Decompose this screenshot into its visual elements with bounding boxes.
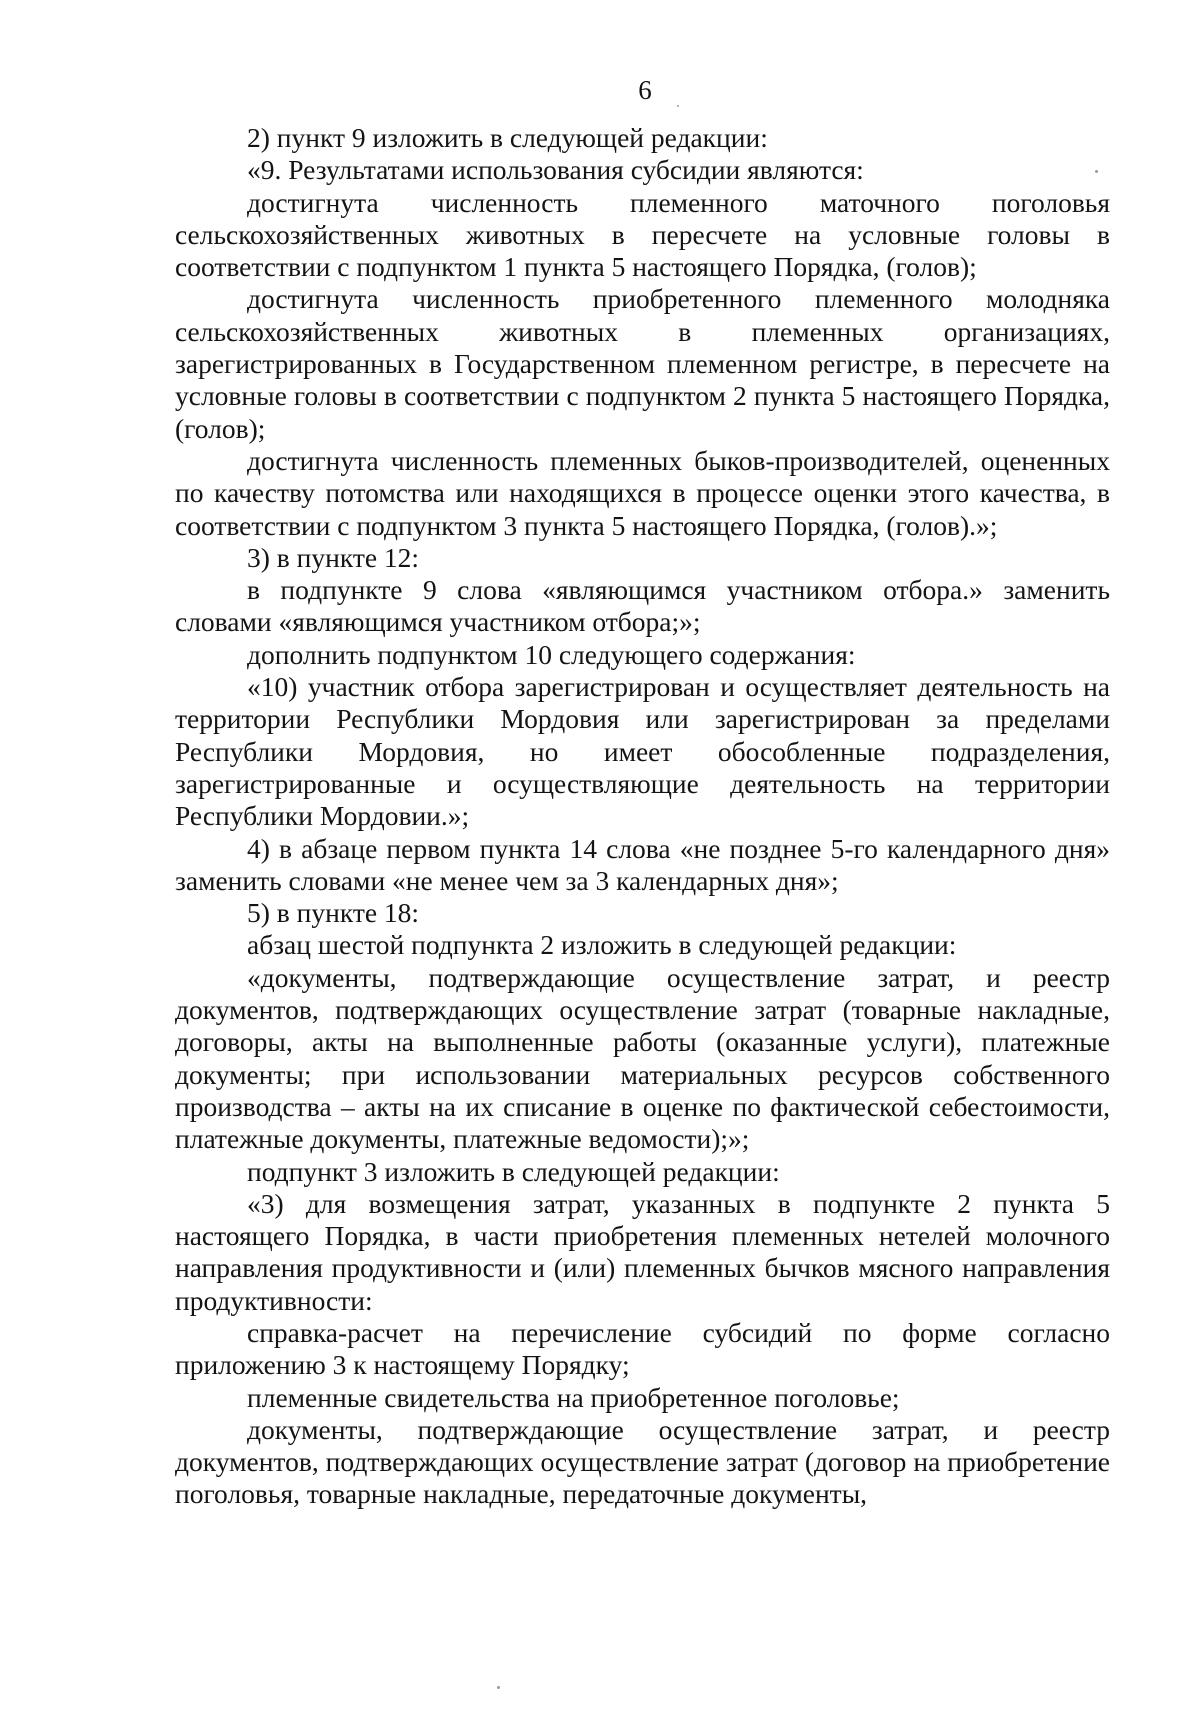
paragraph-add-subitem-10: дополнить подпунктом 10 следующего содержания: (247, 638, 856, 670)
paragraph-subitem-9-change: в подпункте 9 слова «являющимся участником отбора.» заменить словами «являющимся участником отбора;»; (175, 574, 1110, 638)
paragraph-sixth-abzac: абзац шестой подпункта 2 изложить в следующей редакции: (247, 929, 957, 961)
scan-speck (497, 1686, 500, 1689)
document-body (175, 122, 1110, 1511)
paragraph-result-breeding-stock: достигнута численность племенного маточного поголовья сельскохозяйственных животных в пересчете на условные головы в соответствии с подпунктом 1 пункта 5 настоящего Порядка, (голов); (175, 186, 1110, 283)
paragraph-item-9-heading: «9. Результатами использования субсидии являются: (247, 154, 864, 186)
paragraph-result-young-stock: достигнута численность приобретенного племенного молодняка сельскохозяйственных животных в племенных организациях, зарегистрированных в Государственном племенном регистре, в пересчете на условные головы в соответствии с подпунктом 2 пункта 5 настоящего Порядка, (голов); (175, 283, 1110, 444)
scan-speck (677, 105, 679, 107)
paragraph-subitem-10-text: «10) участник отбора зарегистрирован и осуществляет деятельность на территории Республики Мордовия или зарегистрирован за пределами Республики Мордовия, но имеет обособленные подразделения, зарегистрированные и осуществляющие деятельность на территории Республики Мордовии.»; (175, 671, 1110, 832)
scan-speck (1095, 170, 1098, 173)
paragraph-subitem-3-heading: подпункт 3 изложить в следующей редакции: (247, 1155, 780, 1187)
paragraph-item-2: 2) пункт 9 изложить в следующей редакции: (247, 122, 768, 153)
paragraph-item-4: 4) в абзаце первом пункта 14 слова «не позднее 5-го календарного дня» заменить словами «не менее чем за 3 календарных дня»; (175, 832, 1110, 896)
paragraph-calculation-form: справка-расчет на перечисление субсидий по форме согласно приложению 3 к настоящему Порядку; (175, 1316, 1110, 1381)
page-number: 6 (638, 75, 652, 105)
paragraph-item-3: 3) в пункте 12: (247, 541, 420, 573)
paragraph-result-sires: достигнута численность племенных быков-производителей, оцененных по качеству потомства или находящихся в процессе оценки этого качества, в соответствии с подпунктом 3 пункта 5 настоящего Порядка, (голов).»; (175, 444, 1110, 541)
paragraph-breeding-certificates: племенные свидетельства на приобретенное поголовье; (247, 1381, 900, 1413)
paragraph-item-5: 5) в пункте 18: (247, 897, 420, 929)
paragraph-subitem-3-text: «3) для возмещения затрат, указанных в подпункте 2 пункта 5 настоящего Порядка, в части приобретения племенных нетелей молочного направления продуктивности и (или) племенных бычков мясного направления продуктивности: (175, 1187, 1110, 1316)
paragraph-documents-purchase: документы, подтверждающие осуществление затрат, и реестр документов, подтверждающих осуществление затрат (договор на приобретение поголовья, товарные накладные, передаточные документы, (175, 1413, 1110, 1510)
paragraph-documents-costs: «документы, подтверждающие осуществление затрат, и реестр документов, подтверждающих осуществление затрат (товарные накладные, договоры, акты на выполненные работы (оказанные услуги), платежные документы; при использовании материальных ресурсов собственного производства – акты на их списание в оценке по фактической себестоимости, платежные документы, платежные ведомости);»; (175, 961, 1110, 1155)
